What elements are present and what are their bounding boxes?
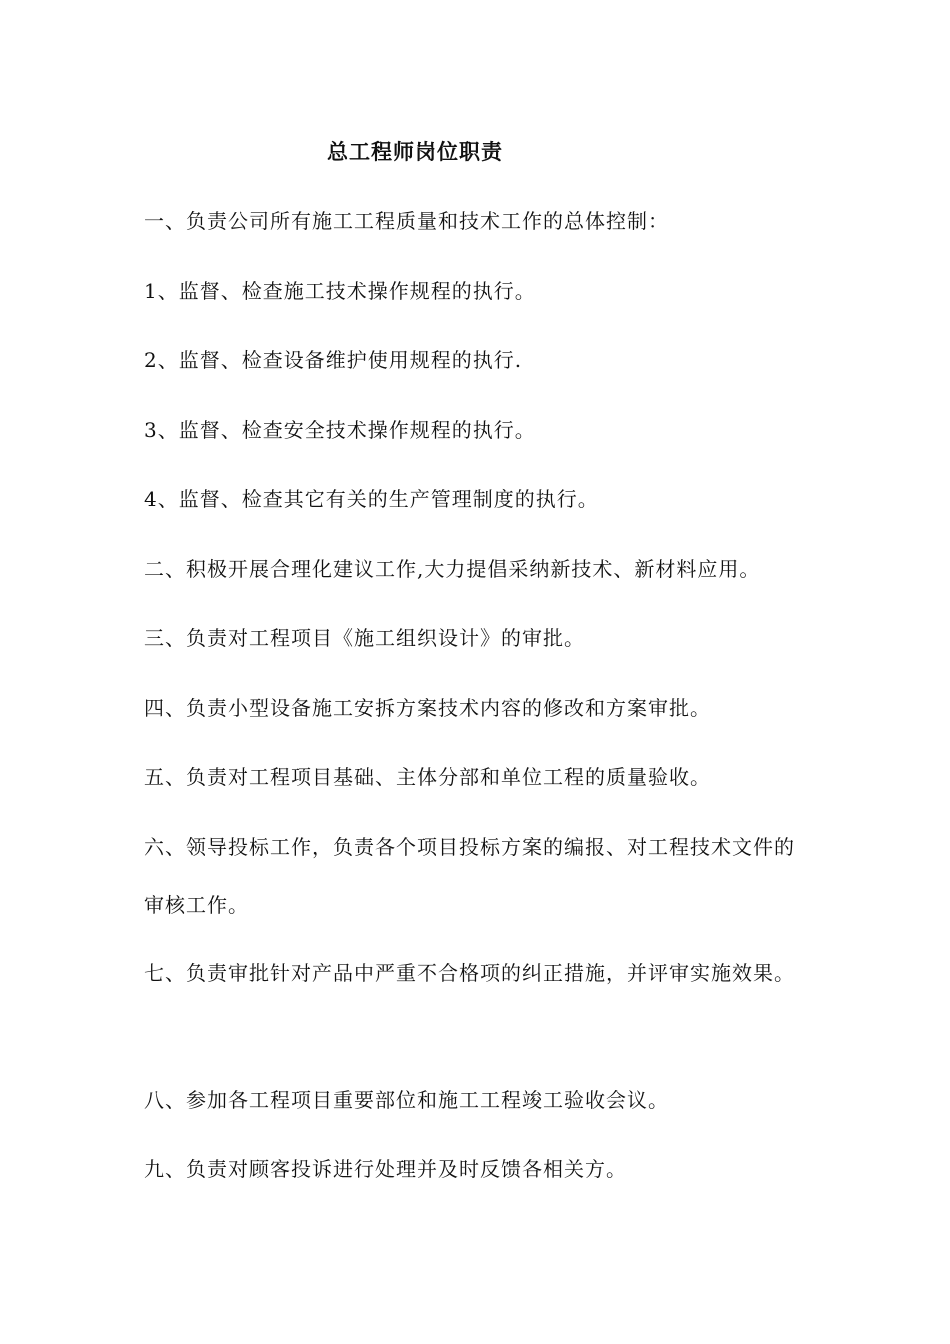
paragraph-4: 3、监督、检查安全技术操作规程的执行。 [144, 418, 536, 442]
paragraph-6: 二、积极开展合理化建议工作,大力提倡采纳新技术、新材料应用。 [144, 557, 761, 581]
paragraph-10: 六、领导投标工作，负责各个项目投标方案的编报、对工程技术文件的审核工作。 [144, 835, 795, 917]
paragraph-12: 八、参加各工程项目重要部位和施工工程竣工验收会议。 [144, 1088, 669, 1112]
paragraph-7: 三、负责对工程项目《施工组织设计》的审批。 [144, 626, 585, 650]
paragraph-9: 五、负责对工程项目基础、主体分部和单位工程的质量验收。 [144, 765, 711, 789]
paragraph-1: 一、负责公司所有施工工程质量和技术工作的总体控制： [144, 209, 669, 233]
paragraph-5: 4、监督、检查其它有关的生产管理制度的执行。 [144, 487, 599, 511]
paragraph-3: 2、监督、检查设备维护使用规程的执行. [144, 348, 523, 372]
paragraph-2: 1、监督、检查施工技术操作规程的执行。 [144, 279, 536, 303]
paragraph-11: 七、负责审批针对产品中严重不合格项的纠正措施，并评审实施效果。 [144, 961, 795, 985]
paragraph-13: 九、负责对顾客投诉进行处理并及时反馈各相关方。 [144, 1157, 627, 1181]
paragraph-8: 四、负责小型设备施工安拆方案技术内容的修改和方案审批。 [144, 696, 711, 720]
document-title: 总工程师岗位职责 [327, 139, 503, 164]
